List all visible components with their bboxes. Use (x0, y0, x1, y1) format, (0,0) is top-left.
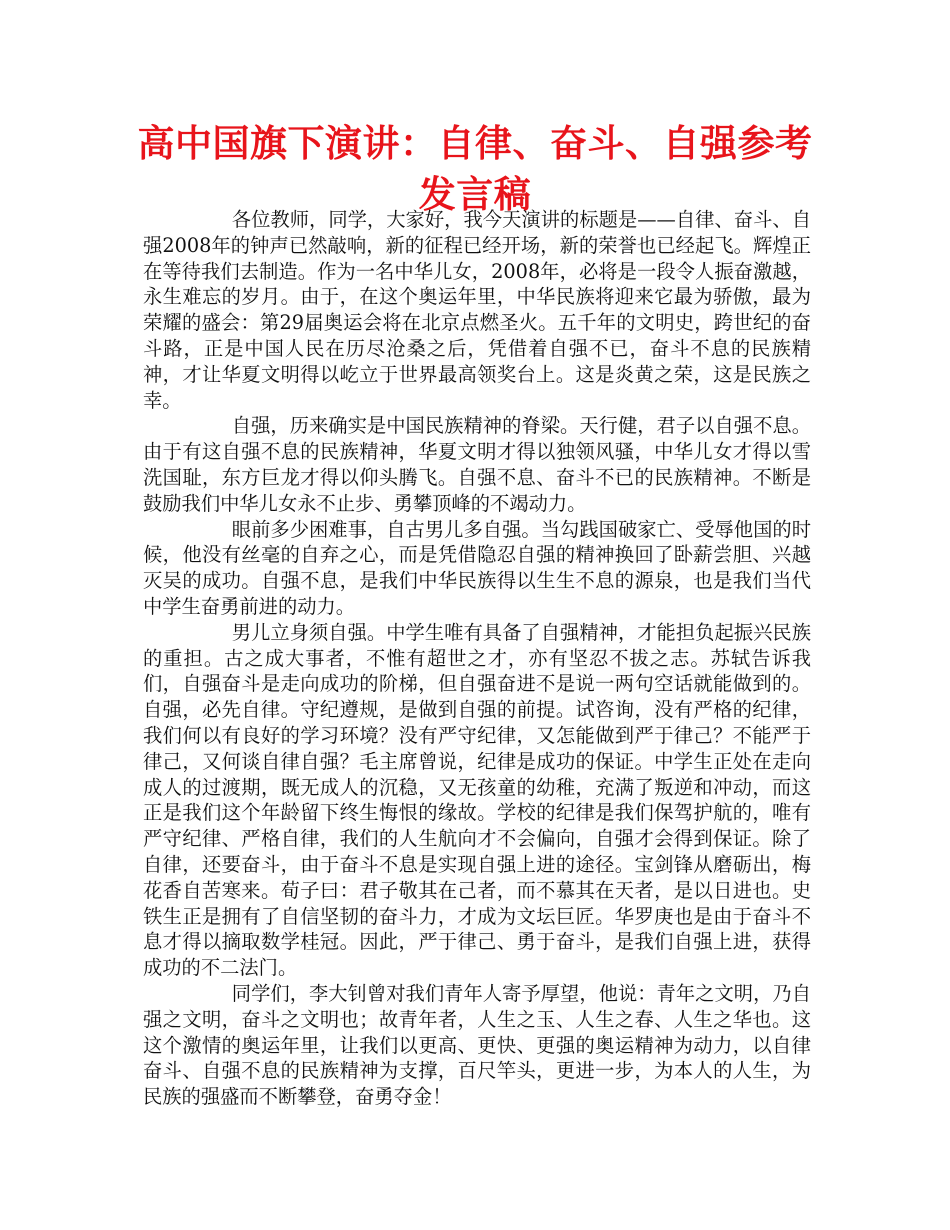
document-title: 高中国旗下演讲：自律、奋斗、自强参考发言稿 (137, 122, 813, 216)
paragraph-3: 眼前多少困难事，自古男儿多自强。当勾践国破家亡、受辱他国的时候，他没有丝毫的自弃之心，而是凭借隐忍自强的精神换回了卧薪尝胆、兴越灭吴的成功。自强不息，是我们中华民族得以生生不息的源泉，也是我们当代中学生奋勇前进的动力。 (143, 517, 811, 618)
paragraph-2: 自强，历来确实是中国民族精神的脊梁。天行健，君子以自强不息。由于有这自强不息的民族精神，华夏文明才得以独领风骚，中华儿女才得以雪洗国耻，东方巨龙才得以仰头腾飞。自强不息、奋斗不已的民族精神。不断是鼓励我们中华儿女永不止步、勇攀顶峰的不竭动力。 (143, 414, 811, 515)
document-body (143, 207, 811, 1110)
paragraph-4: 男儿立身须自强。中学生唯有具备了自强精神，才能担负起振兴民族的重担。古之成大事者，不惟有超世之才，亦有坚忍不拔之志。苏轼告诉我们，自强奋斗是走向成功的阶梯，但自强奋进不是说一两句空话就能做到的。自强，必先自律。守纪遵规，是做到自强的前提。试咨询，没有严格的纪律，我们何以有良好的学习环境？没有严守纪律，又怎能做到严于律己？不能严于律己，又何谈自律自强？毛主席曾说，纪律是成功的保证。中学生正处在走向成人的过渡期，既无成人的沉稳，又无孩童的幼稚，充满了叛逆和冲动，而这正是我们这个年龄留下终生悔恨的缘故。学校的纪律是我们保驾护航的，唯有严守纪律、严格自律，我们的人生航向才不会偏向，自强才会得到保证。除了自律，还要奋斗，由于奋斗不息是实现自强上进的途径。宝剑锋从磨砺出，梅花香自苦寒来。荀子曰：君子敬其在己者，而不慕其在天者，是以日进也。史铁生正是拥有了自信坚韧的奋斗力，才成为文坛巨匠。华罗庚也是由于奋斗不息才得以摘取数学桂冠。因此，严于律己、勇于奋斗，是我们自强上进，获得成功的不二法门。 (143, 620, 811, 980)
paragraph-1: 各位教师，同学，大家好，我今天演讲的标题是——自律、奋斗、自强2008年的钟声已然敲响，新的征程已经开场，新的荣誉也已经起飞。辉煌正在等待我们去制造。作为一名中华儿女，2008年，必将是一段令人振奋激越，永生难忘的岁月。由于，在这个奥运年里，中华民族将迎来它最为骄傲，最为荣耀的盛会：第29届奥运会将在北京点燃圣火。五千年的文明史，跨世纪的奋斗路，正是中国人民在历尽沧桑之后，凭借着自强不已，奋斗不息的民族精神，才让华夏文明得以屹立于世界最高领奖台上。这是炎黄之荣，这是民族之幸。 (143, 208, 811, 412)
paragraph-5: 同学们，李大钊曾对我们青年人寄予厚望，他说：青年之文明，乃自强之文明，奋斗之文明也；故青年者，人生之玉、人生之春、人生之华也。这这个激情的奥运年里，让我们以更高、更快、更强的奥运精神为动力，以自律奋斗、自强不息的民族精神为支撑，百尺竿头，更进一步，为本人的人生，为民族的强盛而不断攀登，奋勇夺金！ (143, 981, 811, 1109)
